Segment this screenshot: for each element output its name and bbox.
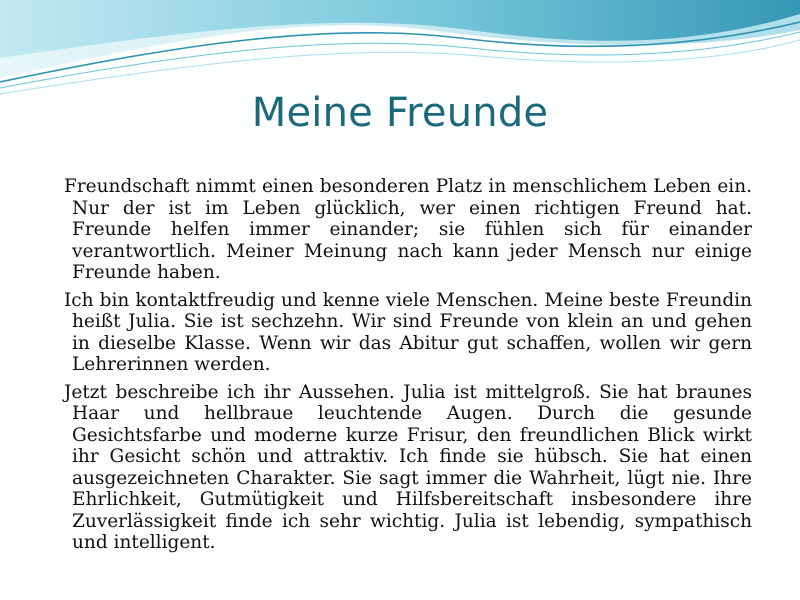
slide-title: Meine Freunde (251, 90, 549, 136)
paragraph-appearance: Jetzt beschreibe ich ihr Aussehen. Julia ist mittelgroß. Sie hat braunes Haar und hellbraue leuchtende Augen. Durch die gesunde Gesichtsfarbe und moderne kurze Frisur, den freundlichen Blick wirkt ihr Gesicht schön und attraktiv. Ich finde sie hübsch. Sie hat einen ausgezeichneten Charakter. Sie sagt immer die Wahrheit, lügt nie. Ihre Ehrlichkeit, Gutmütigkeit und Hilfsbereitschaft insbesondere ihre Zuverlässigkeit finde ich sehr wichtig. Julia ist lebendig, sympathisch und intelligent. (64, 381, 752, 553)
paragraph-friendship: Freundschaft nimmt einen besonderen Platz in menschlichem Leben ein. Nur der ist im Leben glücklich, wer einen richtigen Freund hat. Freunde helfen immer einander; sie fühlen sich für einander verantwortlich. Meiner Meinung nach kann jeder Mensch nur einige Freunde haben. (64, 176, 752, 283)
slide-body (64, 176, 752, 560)
paragraph-best-friend: Ich bin kontaktfreudig und kenne viele Menschen. Meine beste Freundin heißt Julia. Sie ist sechzehn. Wir sind Freunde von klein an und gehen in dieselbe Klasse. Wenn wir das Abitur gut schaffen, wollen wir gern Lehrerinnen werden. (64, 289, 752, 375)
